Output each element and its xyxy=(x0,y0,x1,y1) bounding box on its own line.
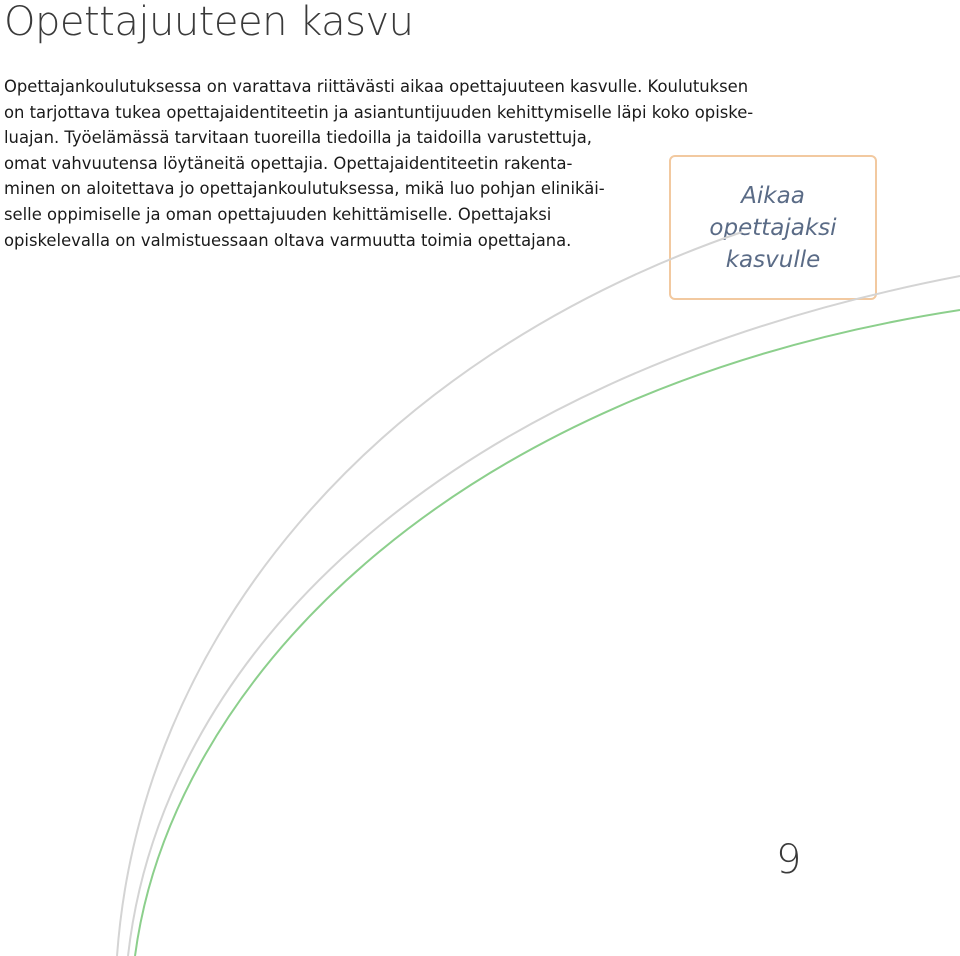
gray-arc-inner xyxy=(128,276,960,956)
paragraph-line: selle oppimiselle ja oman opettajuuden kehittämiselle. Opettajaksi xyxy=(4,204,552,224)
green-arc xyxy=(135,310,960,956)
pull-quote-line: Aikaa xyxy=(741,182,805,209)
page-number: 9 xyxy=(776,837,802,883)
paragraph-line: omat vahvuutensa löytäneitä opettajia. Opettajaidentiteetin rakenta- xyxy=(4,153,573,173)
paragraph-line: opiskelevalla on valmistuessaan oltava varmuutta toimia opettajana. xyxy=(4,230,572,250)
paragraph-line: luajan. Työelämässä tarvitaan tuoreilla tiedoilla ja taidoilla varustettuja, xyxy=(4,128,592,148)
gray-arc-outer xyxy=(117,232,742,956)
paragraph-line: on tarjottava tukea opettajaidentiteetin ja asiantuntijuuden kehittymiselle läpi koko opiske- xyxy=(4,102,754,122)
page-title: Opettajuuteen kasvu xyxy=(4,0,414,45)
paragraph-line: minen on aloitettava jo opettajankoulutuksessa, mikä luo pohjan elinikäi- xyxy=(4,179,605,199)
pull-quote-line: kasvulle xyxy=(725,246,821,273)
paragraph-line: Opettajankoulutuksessa on varattava riittävästi aikaa opettajuuteen kasvulle. Koulutuksen xyxy=(4,77,749,96)
pull-quote-line: opettajaksi xyxy=(709,214,837,241)
